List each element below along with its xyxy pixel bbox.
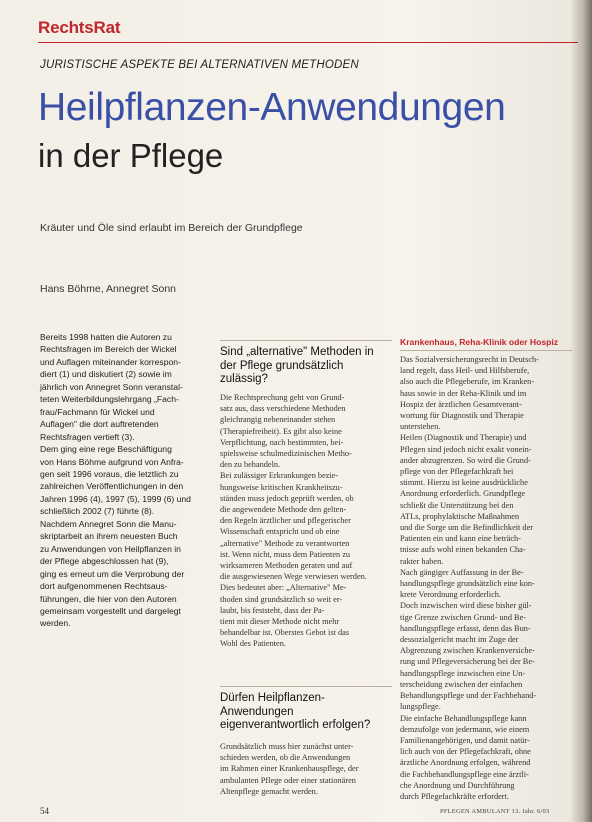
body-line: im Rahmen einer Krankenhauspflege, der — [220, 764, 359, 774]
body-line: terscheidung zwischen der einfachen — [400, 679, 523, 689]
intro-line: diert (1) und diskutiert (2) sowie im — [40, 369, 172, 380]
body-line: Bei zulässiger Erkrankungen bezie- — [220, 471, 339, 481]
body-line: dessozialgericht macht im Zuge der — [400, 635, 519, 645]
body-line: satz aus, dass verschiedene Methoden — [220, 404, 346, 414]
body-line: Wissenschaft entspricht und ob eine — [220, 527, 340, 537]
body-line: Familienangehörigen, und damit natür- — [400, 735, 530, 745]
intro-line: führungen, die hier von den Autoren — [40, 593, 177, 604]
article-subtitle: Kräuter und Öle sind erlaubt im Bereich der Grundpflege — [40, 222, 303, 234]
section1-rule — [220, 340, 392, 341]
intro-line: Dem ging eine rege Beschäftigung — [40, 444, 172, 455]
intro-line: Rechtsfragen vertieft (3). — [40, 431, 135, 442]
body-line: handlungspflege inzwischen eine Un- — [400, 668, 526, 678]
intro-line: skriptarbeit an ihrem neuesten Buch — [40, 531, 178, 542]
body-line: schieden werden, ob die Anwendungen — [220, 753, 351, 763]
intro-line: Rechtsfragen im Bereich der Wickel — [40, 344, 177, 355]
intro-line: teten Weiterbildungslehrgang „Fach- — [40, 394, 179, 405]
body-line: haus sowie in der Reha-Klinik und im — [400, 388, 527, 398]
body-line: Grundsätzlich muss hier zunächst unter- — [220, 742, 354, 751]
body-line: gleichrangig nebeneinander stehen — [220, 415, 336, 425]
body-line: die angewendete Methode den gelten- — [220, 505, 347, 515]
intro-line: werden. — [40, 618, 71, 629]
body-line: Die Rechtsprechung geht von Grund- — [220, 393, 345, 402]
body-line: krete Verordnung erforderlich. — [400, 590, 501, 600]
body-line: den zu behandeln. — [220, 460, 281, 470]
body-line: tnisse aufs wohl einen bekanden Cha- — [400, 545, 526, 555]
body-line: rung und Pflegeversicherung bei der Be- — [400, 657, 535, 667]
article-title-line2: in der Pflege — [38, 137, 224, 174]
section1-body — [220, 392, 392, 650]
body-line: Nach gängiger Auffassung in der Be- — [400, 567, 524, 577]
body-line: che Anordnung und Durchführung — [400, 780, 515, 790]
body-line: (Therapiefreiheit). Es gibt also keine — [220, 426, 342, 436]
intro-line: gemeinsam vorgestellt und dargelegt — [40, 605, 181, 616]
section2-rule — [220, 686, 392, 687]
page-fold-shadow — [570, 0, 592, 822]
intro-line: und Auflagen miteinander korrespon- — [40, 356, 181, 367]
body-line: spielsweise schulmedizinischen Metho- — [220, 449, 352, 459]
body-line: lungspflege. — [400, 702, 441, 712]
body-line: unterstehen. — [400, 422, 441, 432]
body-line: ständen muss jedoch geprüft werden, ob — [220, 493, 354, 503]
intro-line: gen seit 1996 voraus, die letztlich zu — [40, 468, 179, 479]
body-line: thoden sind grundsätzlich so weit er- — [220, 594, 343, 604]
body-line: Behandlungspflege und der Fachbehand- — [400, 691, 537, 701]
body-line: lich auch von der Pflegefachkraft, ohne — [400, 747, 531, 757]
intro-line: Bereits 1998 hatten die Autoren zu — [40, 332, 172, 342]
body-line: land regelt, dass Heil- und Hilfsberufe, — [400, 366, 530, 376]
body-line: Dies bedeutet aber: „Alternative" Me- — [220, 583, 347, 593]
article-kicker: JURISTISCHE ASPEKTE BEI ALTERNATIVEN METHODEN — [40, 59, 359, 71]
page-number: 54 — [40, 806, 49, 816]
body-line: behandelbar ist. Oberstes Gebot ist das — [220, 628, 350, 638]
body-line: Abgrenzung zwischen Krankenversiche- — [400, 646, 535, 656]
section3-rule — [400, 350, 572, 351]
section2-heading: Dürfen Heilpflanzen-Anwendungen eigenverantwortlich erfolgen? — [220, 692, 371, 731]
intro-line: frau/Fachmann für Wickel und — [40, 406, 155, 417]
body-line: rakter haben. — [400, 556, 444, 566]
body-line: Heilen (Diagnostik und Therapie) und — [400, 433, 527, 443]
intro-line: zahlreichen Veröffentlichungen in den — [40, 481, 184, 492]
intro-line: schließlich 2002 (7) führte (8). — [40, 506, 155, 517]
body-line: laubt, bis feststeht, dass der Pa- — [220, 605, 325, 615]
intro-line: Nachdem Annegret Sonn die Manu- — [40, 518, 177, 529]
body-line: demzufolge von jedermann, wie einem — [400, 724, 530, 734]
body-line: ist. Wenn nicht, muss dem Patienten zu — [220, 549, 351, 559]
intro-column — [40, 331, 210, 630]
body-line: Hospiz der ärztlichen Gesamtverant- — [400, 399, 522, 409]
intro-line: von Hans Böhme aufgrund von Anfra- — [40, 456, 184, 467]
article-authors: Hans Böhme, Annegret Sonn — [40, 283, 177, 295]
section1-heading: Sind „alternative" Methoden in der Pflege grundsätzlich zulässig? — [220, 346, 374, 385]
body-line: Anordnung erforderlich. Grundpflege — [400, 489, 526, 499]
body-line: durch Pflegefachkräfte erfordert. — [400, 791, 509, 801]
intro-line: der Pflege abgeschlossen hat (9), — [40, 556, 169, 567]
body-line: schließt die Unterstützung bei den — [400, 500, 514, 510]
body-line: Das Sozialversicherungsrecht in Deutsch- — [400, 355, 539, 364]
section-rule — [38, 42, 578, 43]
article-title-line1: Heilpflanzen-Anwendungen — [38, 86, 506, 129]
intro-line: ging es erneut um die Verprobung der — [40, 568, 185, 579]
intro-line: jährlich von Annegret Sonn veranstal- — [40, 381, 183, 392]
body-line: Doch inzwischen wird diese bisher gül- — [400, 601, 532, 611]
body-line: handlungspflege grundsätzlich eine kon- — [400, 579, 535, 589]
body-line: Patienten ein und kann eine beträch- — [400, 534, 521, 544]
journal-footer: PFLEGEN AMBULANT 13. Jahr. 6/03 — [440, 808, 550, 815]
body-line: ATLs, prophylaktische Maßnahmen — [400, 511, 520, 521]
section3-heading: Krankenhaus, Reha-Klinik oder Hospiz — [400, 337, 559, 347]
body-line: Die einfache Behandlungspflege kann — [400, 713, 527, 723]
body-line: Altenpflege gemacht werden. — [220, 786, 318, 796]
body-line: pflege von der Pflegefachkraft bei — [400, 467, 514, 477]
body-line: die Fachbehandlungspflege eine ärztli- — [400, 769, 529, 779]
section3-body — [400, 354, 572, 802]
body-line: ärztliche Anordnung erfolgen, während — [400, 758, 531, 768]
body-line: den Regeln ärztlicher und pflegerischer — [220, 516, 351, 526]
intro-line: dort aufgenommenen Rechtsaus- — [40, 581, 168, 592]
body-line: „alternative" Methode zu verantworten — [220, 538, 350, 548]
body-line: also auch die Pflegeberufe, im Kranken- — [400, 377, 535, 387]
body-line: wortung für Diagnostik und Therapie — [400, 411, 524, 421]
body-line: handlungspflege erfasst, denn das Bun- — [400, 623, 531, 633]
body-line: Wohl des Patienten. — [220, 639, 286, 649]
body-line: Verpflichtung, nach bestimmten, bei- — [220, 437, 344, 447]
section-label: RechtsRat — [38, 18, 121, 37]
intro-line: Jahren 1996 (4), 1997 (5), 1999 (6) und — [40, 493, 191, 504]
body-line: und die Sorge um die Befindlichkeit der — [400, 523, 534, 533]
body-line: tient mit dieser Methode nicht mehr — [220, 617, 340, 627]
body-line: ander abzugrenzen. So wird die Grund- — [400, 455, 531, 465]
section2-body — [220, 741, 392, 797]
body-line: ambulanten Pflege oder einer stationären — [220, 775, 356, 785]
body-line: Pflegen sind jedoch nicht exakt vonein- — [400, 444, 532, 454]
intro-line: zu Anwendungen von Heilpflanzen in — [40, 543, 181, 554]
body-line: die ausgewiesenen Wege verwiesen werden. — [220, 572, 367, 582]
body-line: hungsweise kritischen Krankheitszu- — [220, 482, 343, 492]
body-line: tige Grenze zwischen Grund- und Be- — [400, 612, 527, 622]
body-line: stimmt. Hierzu ist keine ausdrückliche — [400, 478, 528, 488]
intro-line: Auflagen" die dort auftretenden — [40, 419, 159, 430]
body-line: wirksameren Methoden geraten und auf — [220, 561, 353, 571]
